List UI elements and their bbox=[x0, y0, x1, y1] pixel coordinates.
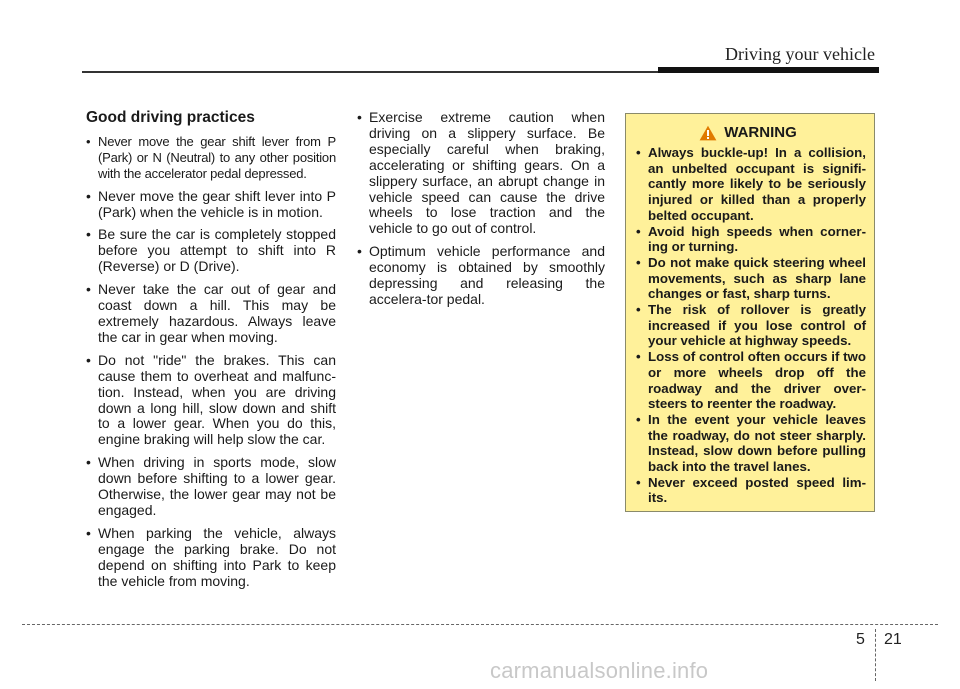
bullet-icon: • bbox=[357, 109, 362, 125]
left-bullet-item bbox=[86, 227, 336, 275]
page-number bbox=[840, 631, 920, 655]
middle-bullet-item-text: Optimum vehicle performance and economy is obtained by smoothly depressing and releasing the accelera-tor pedal. bbox=[369, 243, 605, 307]
warning-bullet-item bbox=[636, 302, 866, 349]
left-bullet-item bbox=[86, 353, 336, 448]
header-rule-thick bbox=[658, 67, 879, 73]
section-heading: Good driving practices bbox=[86, 109, 255, 126]
middle-bullet-item bbox=[357, 110, 605, 237]
watermark: carmanualsonline.info bbox=[490, 658, 709, 683]
page-number-value: 21 bbox=[884, 631, 902, 648]
left-bullet-item-text: Be sure the car is completely stopped before you attempt to shift into R (Reverse) or D (Drive). bbox=[98, 226, 336, 275]
bullet-icon: • bbox=[636, 254, 641, 270]
bullet-icon: • bbox=[636, 474, 641, 490]
left-bullet-item bbox=[86, 282, 336, 346]
chapter-number: 5 bbox=[856, 631, 865, 648]
bullet-icon: • bbox=[636, 411, 641, 427]
warning-bullet-item bbox=[636, 224, 866, 255]
middle-column bbox=[357, 110, 605, 315]
warning-bullet-item bbox=[636, 412, 866, 475]
bullet-icon: • bbox=[86, 187, 91, 204]
left-bullet-item bbox=[86, 455, 336, 519]
warning-bullet-item-text: Avoid high speeds when corner-ing or turning. bbox=[648, 223, 866, 255]
page-number-separator bbox=[875, 629, 876, 681]
warning-bullet-list bbox=[636, 145, 866, 506]
left-bullet-item-text: Never take the car out of gear and coast down a hill. This may be extremely hazardous. Always leave the car in gear when moving. bbox=[98, 281, 336, 345]
warning-box bbox=[625, 113, 875, 512]
left-bullet-item-text: Never move the gear shift lever from P (Park) or N (Neutral) to any other position with the accelerator pedal depressed. bbox=[98, 133, 336, 181]
warning-bullet-item bbox=[636, 255, 866, 302]
bullet-icon: • bbox=[86, 226, 91, 243]
left-bullet-item bbox=[86, 189, 336, 221]
left-bullet-item-text: When parking the vehicle, always engage the parking brake. Do not depend on shifting into Park to keep the vehicle from moving. bbox=[98, 524, 336, 589]
bullet-icon: • bbox=[357, 243, 362, 260]
bullet-icon: • bbox=[86, 524, 91, 541]
warning-bullet-item-text: In the event your vehicle leaves the roadway, do not steer sharply. Instead, slow down before pulling back into the travel lanes. bbox=[648, 411, 866, 475]
bullet-icon: • bbox=[636, 349, 641, 365]
warning-bullet-item bbox=[636, 145, 866, 224]
warning-bullet-item-text: The risk of rollover is greatly increased if you lose control of your vehicle at highway speeds. bbox=[648, 302, 866, 349]
left-bullet-item-text: When driving in sports mode, slow down before shifting to a lower gear. Otherwise, the lower gear may not be engaged. bbox=[98, 454, 336, 518]
left-bullet-list bbox=[86, 134, 336, 590]
warning-bullet-item-text: Never exceed posted speed lim-its. bbox=[648, 474, 866, 506]
warning-bullet-item-text: Do not make quick steering wheel movements, such as sharp lane changes or fast, sharp turns. bbox=[648, 254, 866, 302]
middle-bullet-item bbox=[357, 244, 605, 308]
bullet-icon: • bbox=[636, 223, 641, 239]
page-header-title: Driving your vehicle bbox=[725, 44, 875, 64]
left-bullet-item bbox=[86, 134, 336, 182]
warning-bullet-item-text: Loss of control often occurs if two or more wheels drop off the roadway and the driver over-steers to reenter the roadway. bbox=[648, 349, 866, 412]
warning-bullet-item bbox=[636, 475, 866, 506]
left-bullet-item bbox=[86, 526, 336, 590]
warning-title: WARNING bbox=[724, 124, 797, 141]
bullet-icon: • bbox=[86, 454, 91, 471]
left-column bbox=[86, 110, 336, 596]
bullet-icon: • bbox=[86, 133, 91, 149]
bullet-icon: • bbox=[636, 302, 641, 318]
bullet-icon: • bbox=[86, 281, 91, 298]
warning-bullet-item bbox=[636, 349, 866, 412]
middle-bullet-list bbox=[357, 110, 605, 308]
bullet-icon: • bbox=[86, 351, 91, 368]
warning-bullet-item-text: Always buckle-up! In a collision, an unbelted occupant is signifi-cantly more likely to be seriously injured or killed than a properly belted occupant. bbox=[648, 145, 866, 223]
left-bullet-item-text: Do not "ride" the brakes. This can cause them to overheat and malfunc-tion. Instead, when you are driving down a long hill, slow down and shift to a lower gear. When you do this, engine braking will help slow the car. bbox=[98, 351, 336, 448]
middle-bullet-item-text: Exercise extreme caution when driving on a slippery surface. Be especially careful when braking, accelerating or shifting gears. On a slippery surface, an abrupt change in vehicle speed can cause the drive wheels to lose traction and the vehicle to go out of control. bbox=[369, 109, 605, 237]
bullet-icon: • bbox=[636, 145, 641, 160]
footer-rule bbox=[22, 624, 938, 625]
warning-header bbox=[630, 124, 866, 141]
left-bullet-item-text: Never move the gear shift lever into P (Park) when the vehicle is in motion. bbox=[98, 187, 336, 220]
warning-triangle-icon bbox=[699, 125, 717, 141]
